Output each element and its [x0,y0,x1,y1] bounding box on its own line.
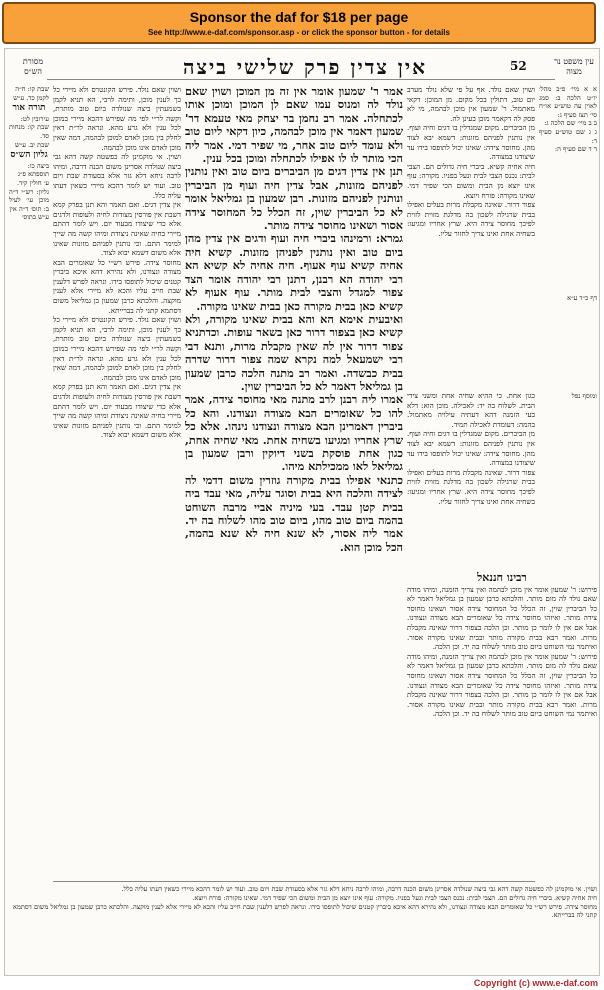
bottom-note-paragraph: מחוסר צידה. פירש רש״י כל שאומרים הבא מצודה ונצודנו, ולא נהירא דהא איכא ביברין קטנים שיכול לתופסו בידו. ונראה לפרש דלענין שבת חייב עליו והכא לא מיירי אלא לענין מוקצה. והלכתא כרבן שמעון בן גמליאל משום דסתמא קתני לה בברייתא. [13,902,597,920]
ein-mishpat-label: עין משפט נר מצוה [554,57,594,76]
tosafot-column [53,85,181,875]
sponsor-banner-title: Sponsor the daf for $18 per page [189,9,409,25]
page-header [5,55,599,81]
gemara-paragraph: אמרו ליה רבנן לרב מתנה מאי מחוסר צידה, אמר להו כל שאומרים הבא מצודה ונצודנו. והא כל ביברין דאמרינן הבא מצודה ונצודנו נינהו. אלא כל שרץ אחריו ומגיעו בשחיה אחת. מאי שחיה אחת, כגון אחת פוסקת בשני דיוקין ורבן שמעון בן גמליאל לאו ממכילתא מיהו. [185,392,403,474]
running-title: אין צדין פרק שלישי ביצה [183,55,427,79]
gemara-paragraph: אמר ר' שמעון אומר אין זה מן המוכן ושוין שאם נולד לה ומנוס עמו שאם לן המוכן ומוכן אותו לכתחלה. אמר רב נחמן בר יצחק מאי טעמא דר' שמעון דאמר אין מוכן לבהמה, כיון דקאי ליום טוב ולא עומד ליום טוב אחר, מי שפיר דמי. אמר ליה הכי מותר לו לו אפילו לכתחלה ומוכן בכל ענין. [185,85,403,166]
rashi-paragraph: מן הביברים. מקום שמגדלין בו דגים וחיה ועוף. אין נותנין לפניהם מזונות: דשמא יבא לצוד מהן. מחוסר צידה: שאינו יכול לתופסו בידו עד שיצודנו במצודה. [407,123,535,162]
margin-note: ביצה כו: [27,161,49,170]
margin-note: שבת יב. ע״ש [15,140,49,149]
gemara-paragraph: כתנאי אפילו בבית מקורה גוזרין משום דדמי לה לצידה והלכה היא בבית וסוגר עליה, מאי עבד ביה בבית קטן עבד. בעי מיניה אביי מרבה השוחט בהמה ביום טוב מהו, ביום טוב מהו לשלוח בה יד. אמר ליה אסור, לא שנא חיה לא שנא בהמה, הכל מוכן הוא. [185,472,403,554]
ein-mishpat-entry: ג ג שם טוש״ע סעיף ד: [539,127,597,145]
ein-mishpat-entry: ד ד שם סעיף ה: [554,145,597,154]
talmud-page [4,48,600,976]
margin-page-ref: דף כ״ד ע״א [567,293,597,302]
gemara-paragraph: ואיבעית אימא הא והא בבית שאינו מקורה, ולא קשיא כאן בצפור דרור כאן בשאר עופות. וכדתניא צפור דרור אין לה שאין מקבלת מרות, ותנא דבי רבי ישמעאל למה נקרא שמה צפור דרור שדרה בבית כבשדה. ואמר רב מתנה הלכה כרבן שמעון בן גמליאל דאמר לא כל הביברין שוין. [185,311,403,393]
right-margin-column [539,85,597,565]
bottom-note-paragraph: ושוין. אי מוקמינן לה כפשטה קשה דהא גבי ביצה שנולדה אסרינן משום הכנה דרבה, ומיהו לרבה ניחא דלא גזר אלא בסעודת שבת ויום טוב. ועוד יש לומר דהכא מיירי כשאין דעתו עליה כלל. [121,885,597,893]
margin-note: שבת קו: מנחות סד. [9,123,49,140]
masoret-hashas-label: מסורת הש״ס [22,57,44,76]
copyright-link[interactable]: Copyright (c) www.e-daf.com [473,978,598,988]
rashi-paragraph: ושוין שאם נולד. אף על פי שלא נולד מערב יום טוב, דתולין בכל מקום. מן המוכן: דקאי מאתמול. ר' שמעון אין מוכן לבהמה, מי לא פסק לה דקאמר מוכן בעינן לה. [407,85,535,123]
margin-note: ע״ש בתוס׳ [21,213,49,222]
rabbeinu-chananel-heading: רבינו חננאל [477,571,527,584]
left-margin-column [9,85,49,885]
rashi-paragraph: מן הביברים. מקום שמגדלין בו דגים וחיה ועוף. אין נותנין לפניהם מזונות: דשמא יבא לצוד מהן. מחוסר צידה: שאינו יכול לתופסו בידו עד שיצודנו במצודה. [407,429,535,468]
rashi-paragraph: צפור דרור. שאינה מקבלת מרות בעלים ואפילו בבית שרגילה לשכון בה מדלגת מזוית לזוית לפיכך מחוסר צידה היא. שרץ אחריו ומגיעו: בשחיה אחת ואינו צריך לחזור עליו. [407,467,535,506]
margin-note: גליון: רש״י ד״ה מוכן עי׳ לעיל ב: תוס׳ ד״ה אין [9,187,49,213]
tosafot-paragraph: ושוין שאם נולד. פירש הקונטרס ולא מיירי כל כך לענין מוכן, ותימה לרבי, הא תניא לקמן בשמעתין ביצה שנולדה ביום טוב מותרת, וקשה לר״י לפי מה שפירש דהכא מיירי במוכן לכל ענין ולא גרע מהא. ונראה לר״ת דאין לחלק בין מוכן לאדם למוכן לבהמה, דמה שאין מוכן לאדם אינו מוכן לבהמה. [53,315,181,382]
sponsor-banner-button[interactable] [2,2,596,44]
margin-gaon-label: ומוסף נפל [571,392,597,401]
header-divider [47,79,555,80]
rashi-paragraph: חיה אחיה קשיא. ביברי חיה גדולים הם. הצבי לבית: נכנס הצבי לבית ונעל בפניו. מקורה: עוף אינו יוצא מן הבית ומשום הכי שפיר דמי. שאינו מקורה: פורח ויוצא. [407,161,535,200]
rashi-column-continued [407,391,535,561]
page-number: 52 [510,59,527,73]
bottom-notes [13,885,597,963]
tosafot-paragraph: ושוין. אי מוקמינן לה כפשטה קשה דהא גבי ביצה שנולדה אסרינן משום הכנה דרבה, ומיהו לרבה ניחא דלא גזר אלא בסעודת שבת ויום טוב. ועוד יש לומר דהכא מיירי כשאין דעתו עליה כלל. [53,152,181,200]
gilyon-hashas-heading: גליון הש״ס [10,150,48,161]
rashi-paragraph: כגון אחת. כי ההיא שחיה אחת ומשני צידי הבית. לשלוח בה יד: לאכילה. מוכן הוא: דלא בעי הזמנה דהא דעתיה עילויה מאתמול. בהמה: דעומדת לאכילה תמיד. [407,391,535,429]
rashi-column [407,85,535,385]
tosafot-paragraph: ושוין שאם נולד. פירש הקונטרס ולא מיירי כל כך לענין מוכן, ותימה לרבי, הא תניא לקמן בשמעתין ביצה שנולדה ביום טוב מותרת, וקשה לר״י לפי מה שפירש דהכא מיירי במוכן לכל ענין ולא גרע מהא. ונראה לר״ת דאין לחלק בין מוכן לאדם למוכן לבהמה, דמה שאין מוכן לאדם אינו מוכן לבהמה. [53,85,181,152]
ein-mishpat-entry: א א מיי׳ פ״ב מהל׳ יו״ט הלכה ב: סמג לאוין עה טוש״ע או״ח סי׳ תצז סעיף ג: [539,85,597,119]
ein-mishpat-entry: ב ב מיי׳ שם הלכה ג: [544,119,597,128]
margin-note: שבת קו: ח״ה [15,85,49,93]
margin-note: ע׳ חולין קיד. [16,178,49,187]
margin-note: לקמן כד. ע״ש [13,93,49,102]
rabbeinu-chananel-column [407,569,597,879]
margin-note: תוספתא פ״ג [17,170,49,179]
gemara-paragraph: גמרא: ורמינהו ביברי חיה ועוף ודגים אין צדין מהן ביום טוב ואין נותנין לפניהן מזונות. קשיא חיה אחיה קשיא עוף אעוף. חיה אחיה לא קשיא הא רבי יהודה הא רבנן, דתנן רבי יהודה אומר הצד צפור למגדל והצבי לבית מותר. עוף אעוף לא קשיא כאן בבית מקורה כאן בבית שאינו מקורה. [185,231,403,313]
torah-ohr-heading: תורה אור [12,103,46,114]
tosafot-paragraph: אין צדין דגים. ואם תאמר והא תנן בפרק קמא דשבת אין פורסין מצודות לחיה ולעופות ולדגים אלא כדי שיצודו מבעוד יום. ויש לומר דהתם מיירי בחיה שאינה ניצודת ומיהו קשה מה שייך למימר התם. וכי נותנין לפניהם מזונות שאינו אלא משום דשמא יבוא לצוד. [53,382,181,440]
gemara-paragraph: תנן אין צדין דגים מן הביברים ביום טוב ואין נותנין לפניהם מזונות, אבל צדין חיה ועוף מן הביברין ונותנין לפניהם מזונות. רבן שמעון בן גמליאל אומר לא כל הביברין שוין, זה הכלל כל המחוסר צידה אסור ושאינו מחוסר צידה מותר. [185,164,403,233]
rashi-paragraph: צפור דרור. שאינה מקבלת מרות בעלים ואפילו בבית שרגילה לשכון בה מדלגת מזוית לזוית לפיכך מחוסר צידה היא. שרץ אחריו ומגיעו: בשחיה אחת ואינו צריך לחזור עליו. [407,200,535,238]
sponsor-banner-subtitle: See http://www.e-daf.com/sponsor.asp - or click the sponsor button - for details [148,28,450,37]
chananel-text: פירוש: ר' שמעון אומר אין מוכן לבהמה ואין צריך הזמנה, ומיהו מודה שאם נולד לה מום מותר. והלכתא כרבן שמעון בן גמליאל דאמר לא כל הביברין שוין, זה הכלל כל המחוסר צידה אסור ושאינו מחוסר צידה מותר. ואיזהו מחוסר צידה כל שאומרים הבא מצודה ונצודנו. אבל אם אין לו לומר כן מותר. וכן הלכה בצפור דרור שאינה מקבלת מרות. ואמר רבא בבית מקורה מותר ובבית שאינו מקורה אסור. ואיתמר נמי השוחט ביום טוב מותר לשלוח בה יד. וכן הלכה. [407,651,597,719]
chananel-text: פירוש: ר' שמעון אומר אין מוכן לבהמה ואין צריך הזמנה, ומיהו מודה שאם נולד לה מום מותר. והלכתא כרבן שמעון בן גמליאל דאמר לא כל הביברין שוין, זה הכלל כל המחוסר צידה אסור ושאינו מחוסר צידה מותר. ואיזהו מחוסר צידה כל שאומרים הבא מצודה ונצודנו. אבל אם אין לו לומר כן מותר. וכן הלכה בצפור דרור שאינה מקבלת מרות. ואמר רבא בבית מקורה מותר ובבית שאינו מקורה אסור. ואיתמר נמי השוחט ביום טוב מותר לשלוח בה יד. וכן הלכה. [407,584,597,652]
tosafot-paragraph: אין צדין דגים. ואם תאמר והא תנן בפרק קמא דשבת אין פורסין מצודות לחיה ולעופות ולדגים אלא כדי שיצודו מבעוד יום. ויש לומר דהתם מיירי בחיה שאינה ניצודת ומיהו קשה מה שייך למימר התם. וכי נותנין לפניהם מזונות שאינו אלא משום דשמא יבוא לצוד. [53,200,181,258]
gemara-column [185,85,403,875]
margin-note: עירובין לט: [20,114,49,123]
bottom-note-paragraph: חיה אחיה קשיא. ביברי חיה גדולים הם. הצבי לבית: נכנס הצבי לבית ונעל בפניו. מקורה: עוף אינו יוצא מן הבית ומשום הכי שפיר דמי. שאינו מקורה: פורח ויוצא. [192,893,597,902]
bottom-divider [53,881,535,882]
tosafot-paragraph: מחוסר צידה. פירש רש״י כל שאומרים הבא מצודה ונצודנו, ולא נהירא דהא איכא ביברין קטנים שיכול לתופסו בידו. ונראה לפרש דלענין שבת חייב עליו והכא לא מיירי אלא לענין מוקצה. והלכתא כרבן שמעון בן גמליאל משום דסתמא קתני לה בברייתא. [53,257,181,315]
